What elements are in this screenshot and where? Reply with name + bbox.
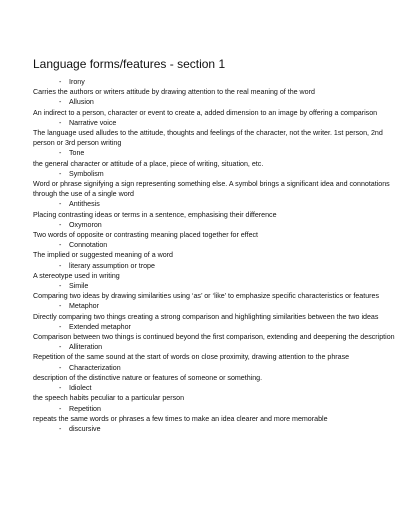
term-line xyxy=(33,199,395,209)
definition-text: Carries the authors or writers attitude by drawing attention to the real meaning of the word xyxy=(33,88,315,97)
term-line xyxy=(33,301,395,311)
bullet-dash: - xyxy=(59,200,62,209)
definition-text: description of the distinctive nature or features of someone or something. xyxy=(33,373,263,382)
term-line xyxy=(33,77,395,87)
bullet-dash: - xyxy=(59,302,62,311)
term-label: Characterization xyxy=(69,363,121,372)
bullet-dash: - xyxy=(59,169,62,178)
term-label: discursive xyxy=(69,424,101,433)
term-line xyxy=(33,169,395,179)
bullet-dash: - xyxy=(59,261,62,270)
bullet-dash: - xyxy=(59,363,62,372)
definition-text: Word or phrase signifying a sign representing something else. A symbol brings a significant idea and connotations through the use of a single word xyxy=(33,180,390,199)
definition-text: The implied or suggested meaning of a word xyxy=(33,251,173,260)
definition-text: Comparing two ideas by drawing similarities using ‘as’ or ‘like’ to emphasize specific characteristics or features xyxy=(33,292,380,301)
term-line xyxy=(33,424,395,434)
glossary-entry xyxy=(33,169,395,200)
glossary-entry xyxy=(33,424,395,434)
glossary-entry xyxy=(33,404,395,424)
term-label: Tone xyxy=(69,149,85,158)
term-line xyxy=(33,342,395,352)
definition-text: Repetition of the same sound at the start of words on close proximity, drawing attention to the phrase xyxy=(33,353,350,362)
term-label: Simile xyxy=(69,282,89,291)
bullet-dash: - xyxy=(59,220,62,229)
bullet-dash: - xyxy=(59,241,62,250)
page-title: Language forms/features - section 1 xyxy=(33,57,226,71)
glossary-entry xyxy=(33,383,395,403)
term-label: Connotation xyxy=(69,241,108,250)
glossary-entry xyxy=(33,97,395,117)
definition-text: Two words of opposite or contrasting meaning placed together for effect xyxy=(33,231,259,240)
term-label: Oxymoron xyxy=(69,220,102,229)
bullet-dash: - xyxy=(59,282,62,291)
definition-text: repeats the same words or phrases a few times to make an idea clearer and more memorable xyxy=(33,414,328,423)
definition-text: A stereotype used in writing xyxy=(33,271,120,280)
glossary-entry xyxy=(33,281,395,301)
term-label: Allusion xyxy=(69,98,94,107)
bullet-dash: - xyxy=(59,384,62,393)
term-label: Antithesis xyxy=(69,200,100,209)
term-label: Irony xyxy=(69,78,85,86)
glossary-entry xyxy=(33,363,395,383)
bullet-dash: - xyxy=(59,424,62,433)
glossary-entry xyxy=(33,301,395,321)
glossary-entry xyxy=(33,118,395,149)
term-line xyxy=(33,240,395,250)
definition-text: Directly comparing two things creating a strong comparison and highlighting similarities between the two ideas xyxy=(33,312,379,321)
bullet-dash: - xyxy=(59,343,62,352)
term-label: Symbolism xyxy=(69,169,104,178)
bullet-dash: - xyxy=(59,404,62,413)
glossary-entry xyxy=(33,342,395,362)
term-line xyxy=(33,118,395,128)
term-line xyxy=(33,97,395,107)
bullet-dash: - xyxy=(59,149,62,158)
term-label: Idiolect xyxy=(69,384,92,393)
term-line xyxy=(33,322,395,332)
term-label: Extended metaphor xyxy=(69,322,131,331)
glossary-list xyxy=(33,77,395,434)
term-line xyxy=(33,148,395,158)
glossary-entry xyxy=(33,199,395,219)
bullet-dash: - xyxy=(59,98,62,107)
definition-text: The language used alludes to the attitude, thoughts and feelings of the character, not the writer. 1st person, 2nd person or 3rd person writing xyxy=(33,129,383,148)
term-line xyxy=(33,404,395,414)
bullet-dash: - xyxy=(59,322,62,331)
glossary-entry xyxy=(33,77,395,97)
bullet-dash: - xyxy=(59,78,62,86)
term-label: literary assumption or trope xyxy=(69,261,155,270)
definition-text: Placing contrasting ideas or terms in a sentence, emphasising their difference xyxy=(33,210,277,219)
definition-text: the speech habits peculiar to a particular person xyxy=(33,394,185,403)
term-line xyxy=(33,363,395,373)
bullet-dash: - xyxy=(59,118,62,127)
glossary-entry xyxy=(33,322,395,342)
glossary-entry xyxy=(33,261,395,281)
term-line xyxy=(33,220,395,230)
term-label: Narrative voice xyxy=(69,118,117,127)
glossary-entry xyxy=(33,240,395,260)
definition-text: Comparison between two things is continued beyond the first comparison, extending and deepening the description xyxy=(33,333,395,342)
glossary-entry xyxy=(33,220,395,240)
glossary-entry xyxy=(33,148,395,168)
term-line xyxy=(33,383,395,393)
term-label: Metaphor xyxy=(69,302,99,311)
definition-text: the general character or attitude of a place, piece of writing, situation, etc. xyxy=(33,159,264,168)
term-label: Repetition xyxy=(69,404,101,413)
term-label: Alliteration xyxy=(69,343,103,352)
term-line xyxy=(33,281,395,291)
definition-text: An indirect to a person, character or event to create a, added dimension to an image by offering a comparison xyxy=(33,108,378,117)
term-line xyxy=(33,261,395,271)
